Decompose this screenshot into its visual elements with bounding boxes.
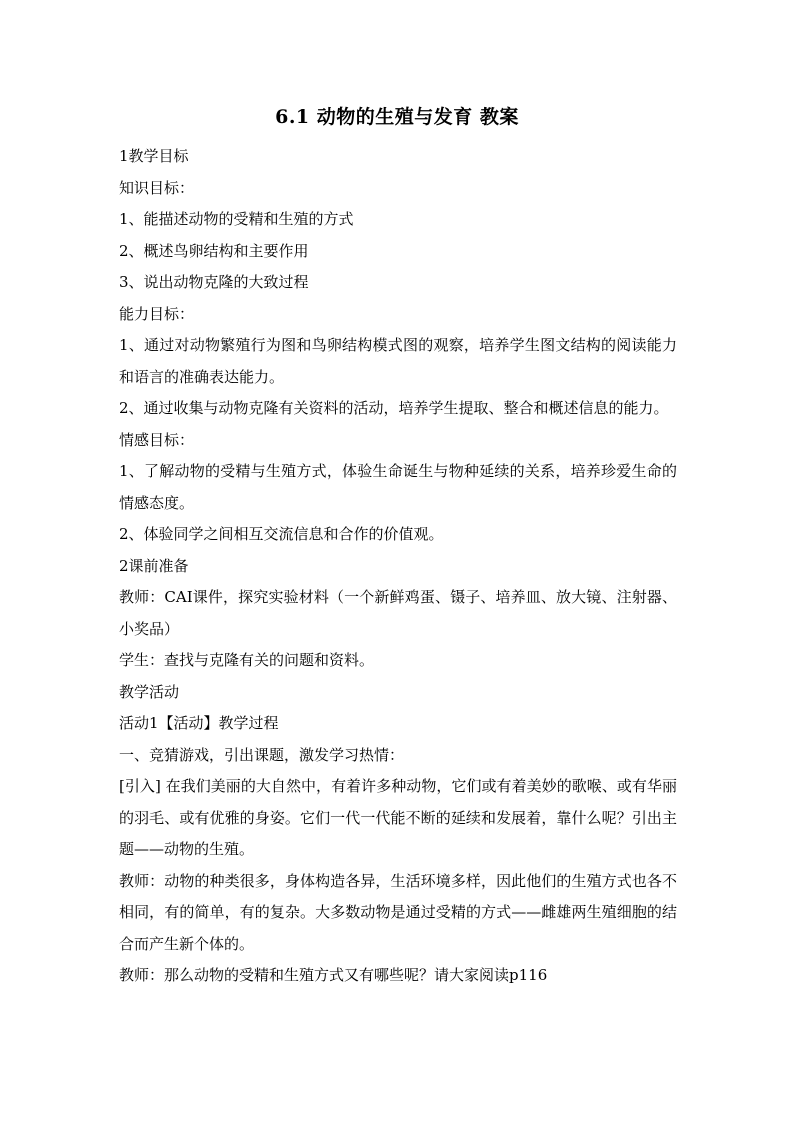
teacher-paragraph-1: 教师：动物的种类很多，身体构造各异，生活环境多样，因此他们的生殖方式也各不相同，有的简单，有的复杂。大多数动物是通过受精的方式——雌雄两生殖细胞的结合而产生新个体的。 bbox=[119, 871, 677, 953]
emotion-item-2: 2、体验同学之间相互交流信息和合作的价值观。 bbox=[119, 525, 444, 543]
section-heading-objectives: 1教学目标 bbox=[119, 147, 189, 165]
activity-1-heading: 活动1【活动】教学过程 bbox=[119, 714, 279, 732]
document-title: 6.1 动物的生殖与发育 教案 bbox=[275, 106, 519, 128]
teacher-preparation: 教师：CAI课件，探究实验材料（一个新鲜鸡蛋、镊子、培养皿、放大镜、注射器、小奖品） bbox=[119, 588, 677, 638]
knowledge-item-1: 1、能描述动物的受精和生殖的方式 bbox=[119, 210, 354, 228]
subheading-ability: 能力目标： bbox=[119, 304, 195, 323]
section-one-heading: 一、竞猜游戏，引出课题，激发学习热情： bbox=[119, 745, 405, 764]
knowledge-item-2: 2、概述鸟卵结构和主要作用 bbox=[119, 241, 309, 260]
document-body bbox=[119, 141, 677, 992]
subheading-knowledge: 知识目标： bbox=[119, 178, 195, 197]
ability-item-1: 1、通过对动物繁殖行为图和鸟卵结构模式图的观察，培养学生图文结构的阅读能力和语言的准确表达能力。 bbox=[119, 336, 677, 386]
subheading-emotion: 情感目标： bbox=[119, 430, 195, 449]
teacher-paragraph-2: 教师：那么动物的受精和生殖方式又有哪些呢？请大家阅读p116 bbox=[119, 966, 548, 984]
section-heading-preparation: 2课前准备 bbox=[119, 556, 189, 575]
knowledge-item-3: 3、说出动物克隆的大致过程 bbox=[119, 273, 309, 291]
intro-paragraph: [引入] 在我们美丽的大自然中，有着许多种动物，它们或有着美妙的歌喉、或有华丽的羽毛、或有优雅的身姿。它们一代一代能不断的延续和发展着，靠什么呢？引出主题——动物的生殖。 bbox=[119, 777, 677, 858]
emotion-item-1: 1、了解动物的受精与生殖方式，体验生命诞生与物种延续的关系，培养珍爱生命的情感态度。 bbox=[119, 462, 677, 512]
ability-item-2: 2、通过收集与动物克隆有关资料的活动，培养学生提取、整合和概述信息的能力。 bbox=[119, 399, 669, 417]
section-heading-activities: 教学活动 bbox=[119, 682, 180, 701]
student-preparation: 学生：查找与克隆有关的问题和资料。 bbox=[119, 651, 375, 669]
